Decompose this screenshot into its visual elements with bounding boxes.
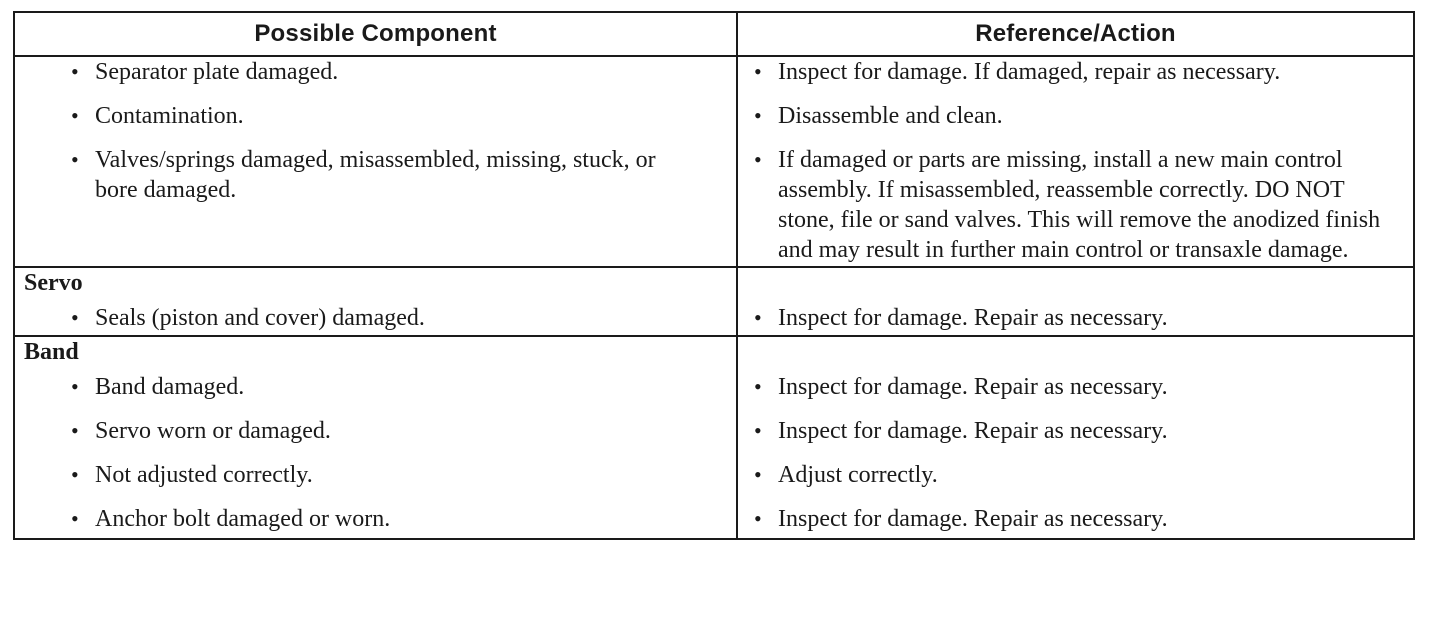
action-text: Adjust correctly.	[778, 462, 938, 488]
action-text: Inspect for damage. Repair as necessary.	[778, 374, 1168, 400]
component-text: Band damaged.	[95, 374, 245, 400]
section-title-servo: Servo	[24, 270, 83, 296]
list-item	[738, 460, 1413, 490]
bullet-icon: •	[71, 305, 79, 330]
component-cell	[14, 56, 737, 267]
component-text: Not adjusted correctly.	[95, 462, 313, 488]
list-item	[738, 416, 1413, 446]
bullet-icon: •	[754, 59, 762, 84]
list-item	[738, 372, 1413, 402]
action-text: Inspect for damage. Repair as necessary.	[778, 506, 1168, 532]
component-cell	[14, 336, 737, 539]
header-reference-action: Reference/Action	[737, 12, 1414, 56]
list-item	[15, 57, 736, 87]
bullet-icon: •	[71, 147, 79, 172]
bullet-icon: •	[754, 506, 762, 531]
action-text: Inspect for damage. Repair as necessary.	[778, 418, 1168, 444]
bullet-icon: •	[71, 462, 79, 487]
component-cell	[14, 267, 737, 336]
bullet-icon: •	[71, 506, 79, 531]
component-text: Valves/springs damaged, misassembled, missing, stuck, or bore damaged.	[95, 147, 656, 203]
action-text: Inspect for damage. Repair as necessary.	[778, 305, 1168, 331]
list-item	[15, 504, 736, 534]
list-item	[738, 145, 1413, 265]
action-text: If damaged or parts are missing, install a new main control assembly. If misassembled, reassemble correctly. DO NOT stone, file or sand valves. This will remove the anodized finish and may result in further main control or transaxle damage.	[778, 147, 1381, 263]
action-cell	[737, 336, 1414, 539]
list-item	[738, 504, 1413, 534]
bullet-icon: •	[754, 147, 762, 172]
component-text: Separator plate damaged.	[95, 59, 339, 85]
bullet-icon: •	[71, 59, 79, 84]
bullet-icon: •	[754, 374, 762, 399]
action-text: Inspect for damage. If damaged, repair as necessary.	[778, 59, 1281, 85]
list-item	[15, 372, 736, 402]
bullet-icon: •	[754, 418, 762, 443]
bullet-icon: •	[754, 305, 762, 330]
table-row	[14, 267, 1414, 336]
table-header-row	[14, 12, 1414, 56]
action-cell	[737, 267, 1414, 336]
component-text: Seals (piston and cover) damaged.	[95, 305, 425, 331]
bullet-icon: •	[71, 103, 79, 128]
component-text: Contamination.	[95, 103, 244, 129]
table-row	[14, 56, 1414, 267]
bullet-icon: •	[754, 103, 762, 128]
action-cell	[737, 56, 1414, 267]
list-item	[738, 303, 1413, 333]
bullet-icon: •	[71, 374, 79, 399]
component-text: Anchor bolt damaged or worn.	[95, 506, 391, 532]
list-item	[738, 101, 1413, 131]
header-possible-component: Possible Component	[14, 12, 737, 56]
list-item	[15, 460, 736, 490]
list-item	[738, 57, 1413, 87]
section-title-band: Band	[24, 339, 79, 365]
bullet-icon: •	[71, 418, 79, 443]
component-text: Servo worn or damaged.	[95, 418, 331, 444]
list-item	[15, 101, 736, 131]
table-row	[14, 336, 1414, 539]
bullet-icon: •	[754, 462, 762, 487]
action-text: Disassemble and clean.	[778, 103, 1003, 129]
diagnosis-table	[13, 11, 1415, 540]
list-item	[15, 416, 736, 446]
list-item	[15, 303, 736, 333]
list-item	[15, 145, 736, 205]
